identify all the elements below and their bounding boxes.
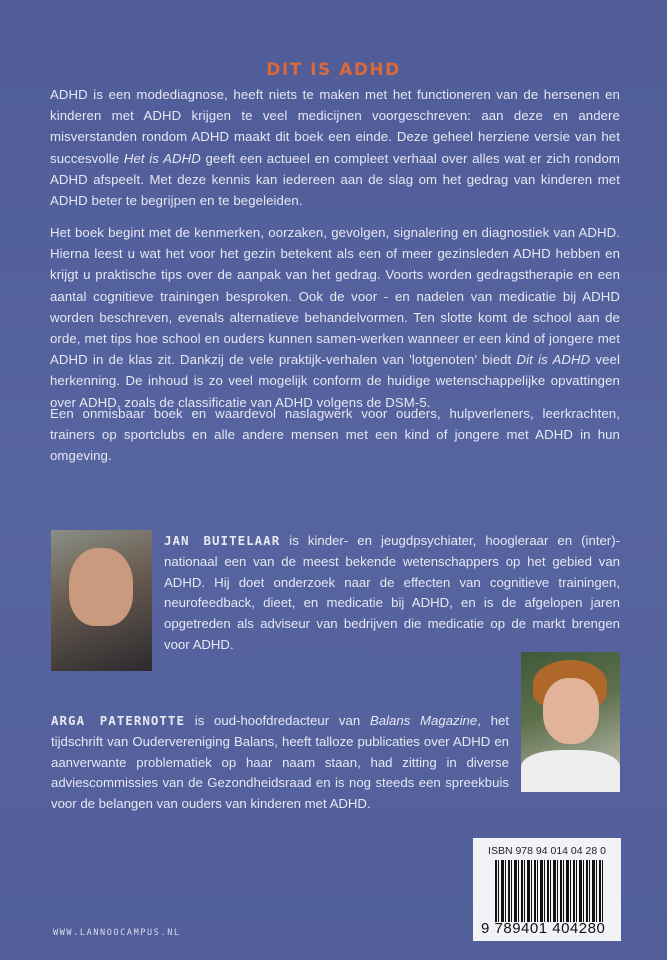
author-bio-arga-paternotte (51, 711, 509, 815)
blurb-text: veel herkenning. De inhoud is zo veel mogelijk conform de huidige wetenschappelijke opvattingen over ADHD, zoals de classificatie van ADHD volgens de DSM-5. (50, 352, 620, 410)
blurb-text: geeft een actueel en compleet verhaal over alles wat er zich rondom ADHD afspeelt. Met deze kennis kan iedereen aan de slag om het gedrag van kinderen met ADHD beter te begrijpen en te begeleiden. (50, 150, 620, 209)
blurb-italic-title: Het is ADHD (123, 150, 201, 166)
blurb-text: Het boek begint met de kenmerken, oorzaken, gevolgen, signalering en diagnostiek van ADHD. Hierna leest u wat het voor het gezin betekent als een of meer gezinsleden ADHD hebben en krijgt u praktische tips over de aanpak van het gedrag. Voorts worden gedragstherapie en een aantal cognitieve trainingen besproken. Ook de voor - en nadelen van medicatie bij ADHD worden beschreven, evenals alternatieve behandelvormen. Ten slotte komt de school aan de orde, met tips hoe school en ouders kunnen samen-werken wanneer er een kind of jongere met ADHD in de klas zit. Dankzij de vele praktijk-verhalen van 'lotgenoten' biedt (50, 225, 620, 368)
body-shape (521, 750, 620, 792)
face-shape (543, 678, 599, 744)
isbn-digits: 9 789401 404280 (481, 920, 606, 937)
publisher-website: WWW.LANNOOCAMPUS.NL (53, 928, 181, 938)
blurb-text: ADHD is een modediagnose, heeft niets te maken met het functioneren van de hersenen en kinderen met ADHD krijgen te veel medicijnen voorgeschreven: aan deze en andere misverstanden rondom ADHD maakt dit boek een einde. Deze geheel herziene versie van het succesvolle (50, 87, 620, 166)
magazine-title: Balans Magazine (369, 713, 478, 728)
blurb-paragraph-1 (50, 84, 620, 211)
author-photo-jan-buitelaar (51, 530, 152, 671)
barcode-bars-icon (495, 860, 605, 922)
blurb-italic-title: Dit is ADHD (516, 352, 591, 368)
isbn-label: ISBN 978 94 014 04 28 0 (488, 845, 606, 857)
book-title: DIT IS ADHD (266, 60, 401, 80)
author-bio-text: , het tijdschrift van Oudervereniging Balans, heeft talloze publicaties over ADHD en aanverwante problematiek op haar naam staan, had zitting in diverse adviescommissies van de Gezondheidsraad en is nog steeds een spreekbuis voor de belangen van ouders van kinderen met ADHD. (51, 713, 509, 812)
blurb-paragraph-2 (50, 222, 620, 413)
author-name: ARGA PATERNOTTE (51, 713, 185, 728)
author-bio-text: is kinder- en jeugdpsychiater, hoogleraar en (inter)-nationaal een van de meest bekende wetenschappers op het gebied van ADHD. Hij doet onderzoek naar de effecten van cognitieve trainingen, neurofeedback, dieet, en medicatie bij ADHD, en is de afgelopen jaren opgetreden als adviseur van bedrijven die medicatie op de markt brengen voor ADHD. (164, 533, 620, 652)
face-shape (69, 548, 133, 626)
author-bio-jan-buitelaar (164, 531, 620, 656)
author-photo-arga-paternotte (521, 652, 620, 792)
author-name: JAN BUITELAAR (164, 533, 281, 548)
isbn-barcode (473, 838, 621, 941)
blurb-paragraph-3: Een onmisbaar boek en waardevol naslagwerk voor ouders, hulpverleners, leerkrachten, trainers op sportclubs en alle andere mensen met een kind of jongere met ADHD in hun omgeving. (50, 406, 620, 464)
author-bio-text: is oud-hoofdredacteur van (185, 713, 370, 728)
